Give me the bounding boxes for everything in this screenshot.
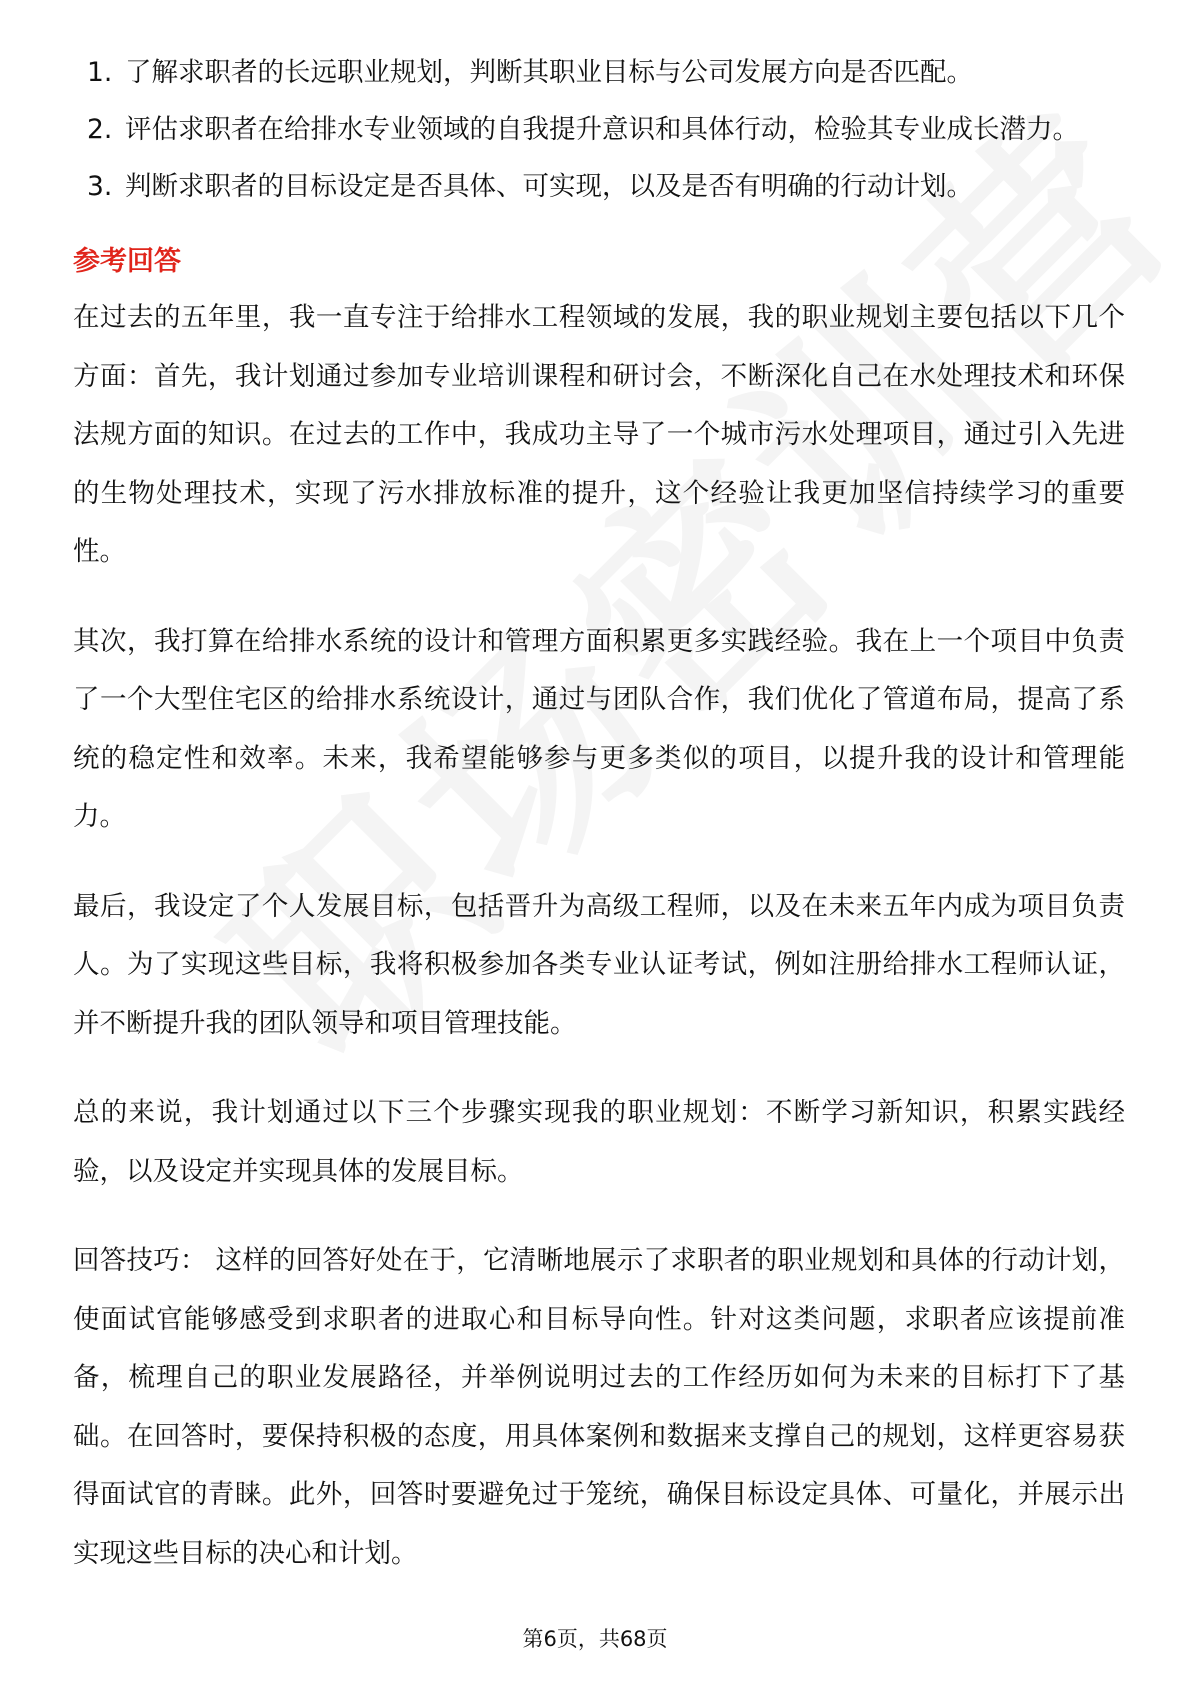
list-item bbox=[73, 101, 1125, 158]
paragraph-gap bbox=[73, 1201, 1125, 1232]
answer-paragraph: 在过去的五年里，我一直专注于给排水工程领域的发展，我的职业规划主要包括以下几个方面：首先，我计划通过参加专业培训课程和研讨会，不断深化自己在水处理技术和环保法规方面的知识。在过去的工作中，我成功主导了一个城市污水处理项目，通过引入先进的生物处理技术，实现了污水排放标准的提升，这个经验让我更加坚信持续学习的重要性。 bbox=[73, 302, 1125, 567]
section-title: 参考回答 bbox=[73, 246, 181, 277]
goals-list bbox=[73, 44, 1125, 215]
list-item-text: 了解求职者的长远职业规划，判断其职业目标与公司发展方向是否匹配。 bbox=[125, 57, 973, 88]
list-number: 3. bbox=[87, 171, 113, 202]
list-item-text: 判断求职者的目标设定是否具体、可实现，以及是否有明确的行动计划。 bbox=[125, 171, 973, 202]
answer-paragraph: 总的来说，我计划通过以下三个步骤实现我的职业规划：不断学习新知识，积累实践经验，以及设定并实现具体的发展目标。 bbox=[73, 1097, 1125, 1187]
list-item bbox=[73, 158, 1125, 215]
list-item bbox=[73, 44, 1125, 101]
paragraph-gap bbox=[73, 582, 1125, 613]
answer-tips-paragraph: 回答技巧： 这样的回答好处在于，它清晰地展示了求职者的职业规划和具体的行动计划，使面试官能够感受到求职者的进取心和目标导向性。针对这类问题，求职者应该提前准备，梳理自己的职业发展路径，并举例说明过去的工作经历如何为未来的目标打下了基础。在回答时，要保持积极的态度，用具体案例和数据来支撑自己的规划，这样更容易获得面试官的青睐。此外，回答时要避免过于笼统，确保目标设定具体、可量化，并展示出实现这些目标的决心和计划。 bbox=[73, 1245, 1125, 1569]
list-number: 1. bbox=[87, 57, 113, 88]
answer-paragraph: 其次，我打算在给排水系统的设计和管理方面积累更多实践经验。我在上一个项目中负责了一个大型住宅区的给排水系统设计，通过与团队合作，我们优化了管道布局，提高了系统的稳定性和效率。未来，我希望能够参与更多类似的项目，以提升我的设计和管理能力。 bbox=[73, 625, 1125, 832]
paragraph-gap bbox=[73, 1053, 1125, 1084]
list-item-text: 评估求职者在给排水专业领域的自我提升意识和具体行动，检验其专业成长潜力。 bbox=[125, 114, 1079, 145]
answer-paragraph: 最后，我设定了个人发展目标，包括晋升为高级工程师，以及在未来五年内成为项目负责人。为了实现这些目标，我将积极参加各类专业认证考试，例如注册给排水工程师认证，并不断提升我的团队领导和项目管理技能。 bbox=[73, 890, 1125, 1039]
page-number-footer: 第6页，共68页 bbox=[522, 1627, 668, 1651]
page-content bbox=[73, 44, 1125, 1583]
list-number: 2. bbox=[87, 114, 113, 145]
paragraph-gap bbox=[73, 847, 1125, 878]
